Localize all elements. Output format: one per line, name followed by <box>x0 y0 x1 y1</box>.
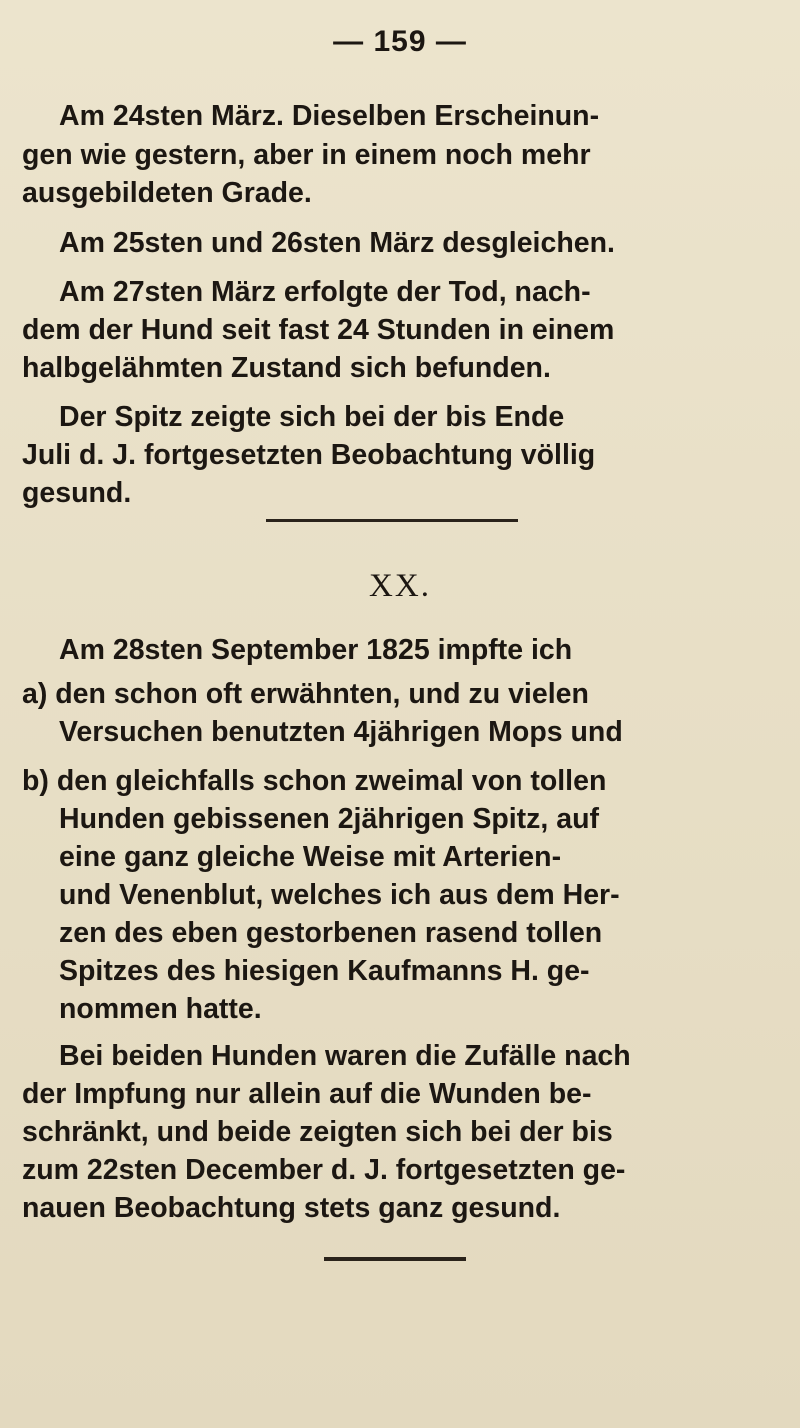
text-line: nauen Beobachtung stets ganz gesund. <box>22 1192 561 1224</box>
text-line: und Venenblut, welches ich aus dem Her- <box>59 879 620 911</box>
section-heading: XX. <box>369 568 431 604</box>
text-line: Am 28sten September 1825 impfte ich <box>59 634 573 666</box>
text-line: Bei beiden Hunden waren die Zufälle nach <box>59 1040 631 1072</box>
text-line: nommen hatte. <box>59 993 262 1025</box>
text-line: Hunden gebissenen 2jährigen Spitz, auf <box>59 803 599 835</box>
text-line: Spitzes des hiesigen Kaufmanns H. ge- <box>59 955 590 987</box>
text-line: zum 22sten December d. J. fortgesetzten ge- <box>22 1154 626 1186</box>
text-line: Am 24sten März. Dieselben Erscheinun- <box>59 100 600 132</box>
text-line: Versuchen benutzten 4jährigen Mops und <box>59 716 623 748</box>
text-line: Juli d. J. fortgesetzten Beobachtung völlig <box>22 439 596 471</box>
text-line: zen des eben gestorbenen rasend tollen <box>59 917 603 949</box>
text-line: gen wie gestern, aber in einem noch mehr <box>22 139 591 171</box>
text-line: dem der Hund seit fast 24 Stunden in einem <box>22 314 615 346</box>
text-line: der Impfung nur allein auf die Wunden be- <box>22 1078 592 1110</box>
text-line: halbgelähmten Zustand sich befunden. <box>22 352 551 384</box>
text-line: eine ganz gleiche Weise mit Arterien- <box>59 841 562 873</box>
text-line: b) den gleichfalls schon zweimal von tollen <box>22 765 607 797</box>
end-separator-rule <box>324 1257 466 1261</box>
text-line: a) den schon oft erwähnten, und zu vielen <box>22 678 589 710</box>
text-line: Am 27sten März erfolgte der Tod, nach- <box>59 276 591 308</box>
text-line: schränkt, und beide zeigten sich bei der bis <box>22 1116 613 1148</box>
text-line: ausgebildeten Grade. <box>22 177 312 209</box>
text-line: Der Spitz zeigte sich bei der bis Ende <box>59 401 565 433</box>
text-line: gesund. <box>22 477 132 509</box>
text-line: Am 25sten und 26sten März desgleichen. <box>59 227 615 259</box>
page-number: — 159 — <box>333 25 467 58</box>
section-separator-rule <box>266 519 518 522</box>
